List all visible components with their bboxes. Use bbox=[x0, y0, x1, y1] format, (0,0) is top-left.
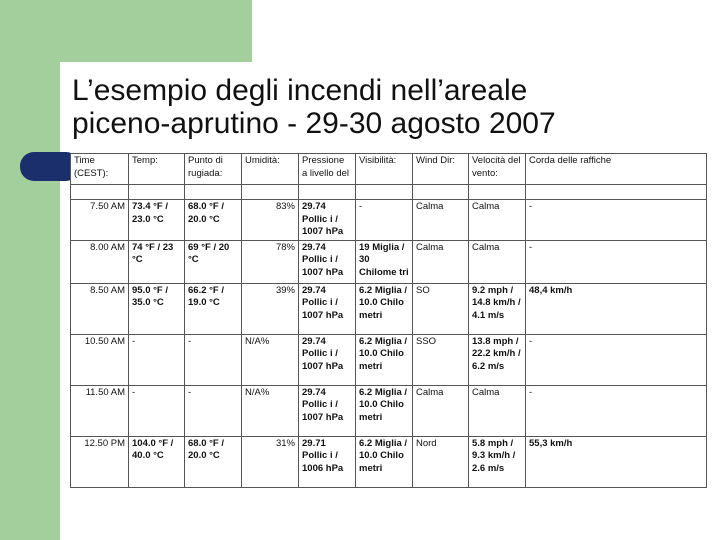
table-row bbox=[71, 436, 707, 487]
cell-wind-speed: Calma bbox=[469, 385, 526, 436]
cell-pressure: 29.74 Pollic i / 1007 hPa bbox=[299, 385, 356, 436]
cell-humidity: 31% bbox=[242, 436, 299, 487]
cell-time: 11.50 AM bbox=[71, 385, 129, 436]
cell-gust: - bbox=[526, 200, 707, 241]
header-visibility: Visibilità: bbox=[356, 154, 413, 185]
cell-wind-dir: Calma bbox=[413, 200, 469, 241]
header-pressure: Pressione a livello del bbox=[299, 154, 356, 185]
cell-wind-dir: SO bbox=[413, 283, 469, 334]
cell-pressure: 29.74 Pollic i / 1007 hPa bbox=[299, 334, 356, 385]
cell-wind-speed: 13.8 mph / 22.2 km/h / 6.2 m/s bbox=[469, 334, 526, 385]
cell-temp: 95.0 °F / 35.0 °C bbox=[129, 283, 185, 334]
cell-dew-point: - bbox=[185, 385, 242, 436]
cell-humidity: N/A% bbox=[242, 385, 299, 436]
table-row bbox=[71, 334, 707, 385]
cell-dew-point: 66.2 °F / 19.0 °C bbox=[185, 283, 242, 334]
cell-wind-dir: SSO bbox=[413, 334, 469, 385]
cell-wind-speed: Calma bbox=[469, 240, 526, 283]
cell-temp: - bbox=[129, 385, 185, 436]
table-row bbox=[71, 240, 707, 283]
cell-humidity: 39% bbox=[242, 283, 299, 334]
cell-dew-point: 68.0 °F / 20.0 °C bbox=[185, 200, 242, 241]
cell-humidity: 78% bbox=[242, 240, 299, 283]
cell-time: 7.50 AM bbox=[71, 200, 129, 241]
cell-temp: 74 °F / 23 °C bbox=[129, 240, 185, 283]
cell-visibility: 6.2 Miglia / 10.0 Chilo metri bbox=[356, 334, 413, 385]
cell-visibility: 19 Miglia / 30 Chilome tri bbox=[356, 240, 413, 283]
green-accent-band bbox=[0, 0, 60, 540]
cell-wind-speed: Calma bbox=[469, 200, 526, 241]
cell-humidity: 83% bbox=[242, 200, 299, 241]
header-humidity: Umidità: bbox=[242, 154, 299, 185]
cell-wind-speed: 5.8 mph / 9.3 km/h / 2.6 m/s bbox=[469, 436, 526, 487]
green-accent-corner bbox=[0, 0, 252, 62]
cell-wind-speed: 9.2 mph / 14.8 km/h / 4.1 m/s bbox=[469, 283, 526, 334]
header-time: Time (CEST): bbox=[71, 154, 129, 185]
header-gust: Corda delle raffiche bbox=[526, 154, 707, 185]
cell-pressure: 29.71 Pollic i / 1006 hPa bbox=[299, 436, 356, 487]
header-wind-dir: Wind Dir: bbox=[413, 154, 469, 185]
header-wind-speed: Velocità del vento: bbox=[469, 154, 526, 185]
cell-visibility: 6.2 Miglia / 10.0 Chilo metri bbox=[356, 283, 413, 334]
spacer-row bbox=[71, 185, 707, 200]
table-row bbox=[71, 200, 707, 241]
cell-wind-dir: Nord bbox=[413, 436, 469, 487]
cell-gust: - bbox=[526, 385, 707, 436]
cell-time: 8.00 AM bbox=[71, 240, 129, 283]
cell-gust: 48,4 km/h bbox=[526, 283, 707, 334]
cell-gust: 55,3 km/h bbox=[526, 436, 707, 487]
cell-wind-dir: Calma bbox=[413, 240, 469, 283]
slide-title bbox=[72, 74, 712, 140]
cell-pressure: 29.74 Pollic i / 1007 hPa bbox=[299, 200, 356, 241]
cell-time: 8.50 AM bbox=[71, 283, 129, 334]
cell-time: 10.50 AM bbox=[71, 334, 129, 385]
cell-wind-dir: Calma bbox=[413, 385, 469, 436]
cell-time: 12.50 PM bbox=[71, 436, 129, 487]
cell-visibility: - bbox=[356, 200, 413, 241]
cell-temp: 73.4 °F / 23.0 °C bbox=[129, 200, 185, 241]
cell-temp: - bbox=[129, 334, 185, 385]
table-header-row bbox=[71, 154, 707, 185]
cell-visibility: 6.2 Miglia / 10.0 Chilo metri bbox=[356, 436, 413, 487]
cell-visibility: 6.2 Miglia / 10.0 Chilo metri bbox=[356, 385, 413, 436]
cell-dew-point: - bbox=[185, 334, 242, 385]
header-dew-point: Punto di rugiada: bbox=[185, 154, 242, 185]
cell-temp: 104.0 °F / 40.0 °C bbox=[129, 436, 185, 487]
cell-humidity: N/A% bbox=[242, 334, 299, 385]
cell-pressure: 29.74 Pollic i / 1007 hPa bbox=[299, 283, 356, 334]
title-line-2: piceno-aprutino - 29-30 agosto 2007 bbox=[72, 107, 556, 140]
cell-gust: - bbox=[526, 240, 707, 283]
header-temp: Temp: bbox=[129, 154, 185, 185]
cell-pressure: 29.74 Pollic i / 1007 hPa bbox=[299, 240, 356, 283]
table-row bbox=[71, 283, 707, 334]
cell-dew-point: 69 °F / 20 °C bbox=[185, 240, 242, 283]
weather-table bbox=[70, 153, 707, 488]
title-line-1: L’esempio degli incendi nell’areale bbox=[72, 74, 528, 107]
cell-dew-point: 68.0 °F / 20.0 °C bbox=[185, 436, 242, 487]
table-row bbox=[71, 385, 707, 436]
cell-gust: - bbox=[526, 334, 707, 385]
